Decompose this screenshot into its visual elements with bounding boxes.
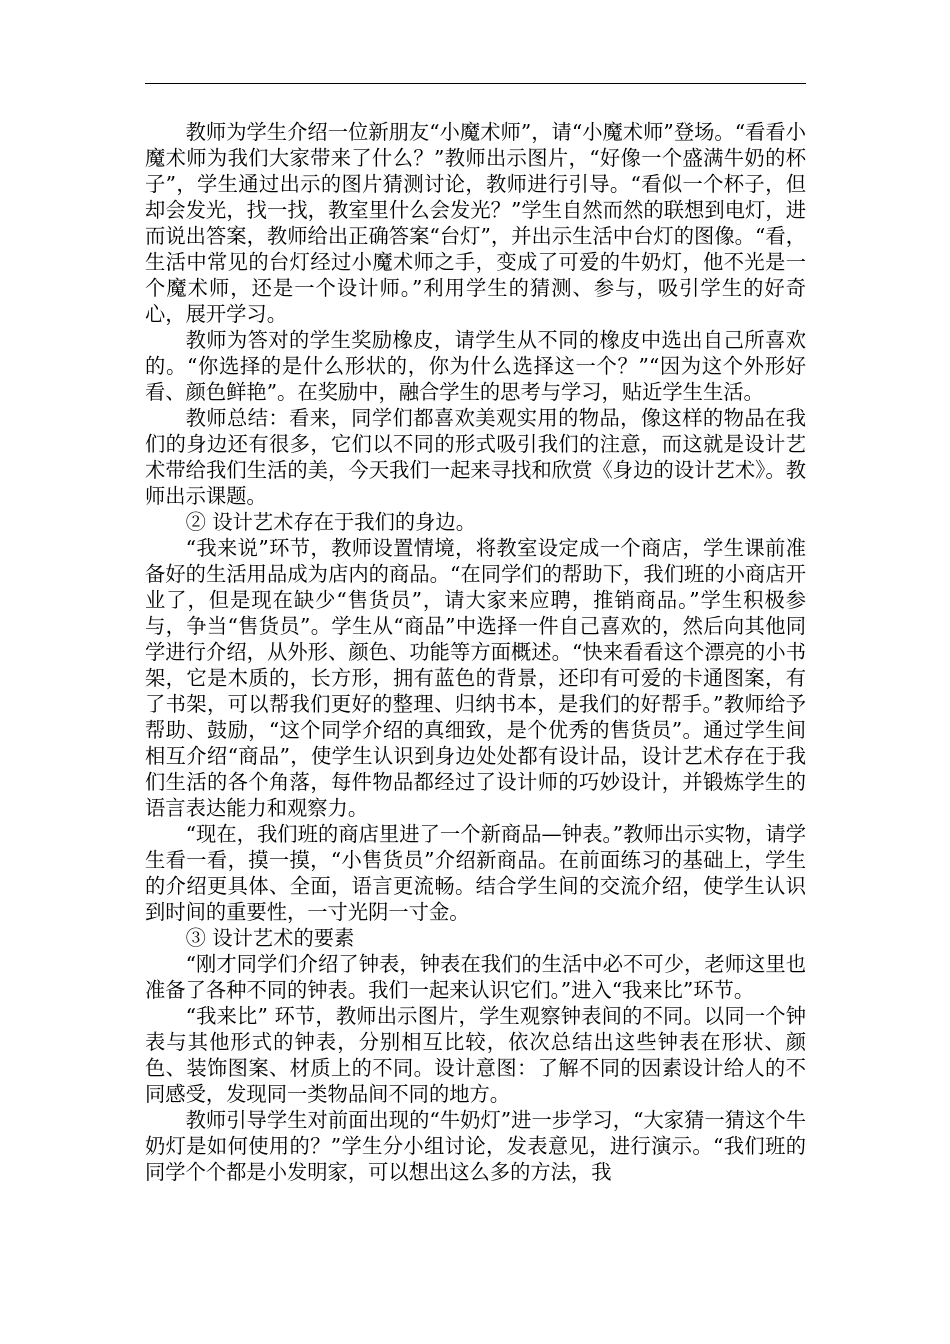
paragraph-clock-intro: “刚才同学们介绍了钟表，钟表在我们的生活中必不可少，老师这里也准备了各种不同的钟表。我们一起来认识它们。”进入“我来比”环节。	[145, 952, 806, 1002]
paragraph-clock-product: “现在，我们班的商店里进了一个新商品—钟表。”教师出示实物，请学生看一看，摸一摸，“小售货员”介绍新商品。在前面练习的基础上，学生的介绍更具体、全面，语言更流畅。结合学生间的交流介绍，使学生认识到时间的重要性，一寸光阴一寸金。	[145, 822, 806, 924]
paragraph-eraser-reward: 教师为答对的学生奖励橡皮，请学生从不同的橡皮中选出自己所喜欢的。“你选择的是什么形状的，你为什么选择这一个？”“因为这个外形好看、颜色鲜艳”。在奖励中，融合学生的思考与学习，贴近学生生活。	[145, 328, 806, 404]
paragraph-i-compare-segment: “我来比” 环节，教师出示图片，学生观察钟表间的不同。以同一个钟表与其他形式的钟表，分别相互比较，依次总结出这些钟表在形状、颜色、装饰图案、材质上的不同。设计意图：了解不同的因素设计给人的不同感受，发现同一类物品间不同的地方。	[145, 1004, 806, 1106]
paragraph-milk-lamp: 教师引导学生对前面出现的“牛奶灯”进一步学习，“大家猜一猜这个牛奶灯是如何使用的？”学生分小组讨论，发表意见，进行演示。“我们班的同学个个都是小发明家，可以想出这么多的方法，我	[145, 1108, 806, 1184]
paragraph-teacher-summary: 教师总结：看来，同学们都喜欢美观实用的物品，像这样的物品在我们的身边还有很多，它们以不同的形式吸引我们的注意，而这就是设计艺术带给我们生活的美，今天我们一起来寻找和欣赏《身边的设计艺术》。教师出示课题。	[145, 406, 806, 508]
document-body	[145, 119, 806, 1185]
paragraph-i-speak-segment: “我来说”环节，教师设置情境，将教室设定成一个商店，学生课前准备好的生活用品成为店内的商品。“在同学们的帮助下，我们班的小商店开业了，但是现在缺少“售货员”，请大家来应聘，推销商品。”学生积极参与，争当“售货员”。学生从“商品”中选择一件自己喜欢的，然后向其他同学进行介绍，从外形、颜色、功能等方面概述。“快来看看这个漂亮的小书架，它是木质的，长方形，拥有蓝色的背景，还印有可爱的卡通图案，有了书架，可以帮我们更好的整理、归纳书本，是我们的好帮手。”教师给予帮助、鼓励，“这个同学介绍的真细致，是个优秀的售货员”。通过学生间相互介绍“商品”，使学生认识到身边处处都有设计品，设计艺术存在于我们生活的各个角落，每件物品都经过了设计师的巧妙设计，并锻炼学生的语言表达能力和观察力。	[145, 536, 806, 820]
paragraph-intro-magician: 教师为学生介绍一位新朋友“小魔术师”，请“小魔术师”登场。“看看小魔术师为我们大家带来了什么？”教师出示图片，“好像一个盛满牛奶的杯子”，学生通过出示的图片猜测讨论，教师进行引导。“看似一个杯子，但却会发光，找一找，教室里什么会发光？”学生自然而然的联想到电灯，进而说出答案，教师给出正确答案“台灯”，并出示生活中台灯的图像。“看，生活中常见的台灯经过小魔术师之手，变成了可爱的牛奶灯，他不光是一个魔术师，还是一个设计师。”利用学生的猜测、参与，吸引学生的好奇心，展开学习。	[145, 120, 806, 326]
section-heading-design-elements: ③ 设计艺术的要素	[185, 926, 355, 950]
section-heading-design-around-us: ② 设计艺术存在于我们的身边。	[185, 510, 476, 534]
header-rule	[145, 83, 806, 84]
